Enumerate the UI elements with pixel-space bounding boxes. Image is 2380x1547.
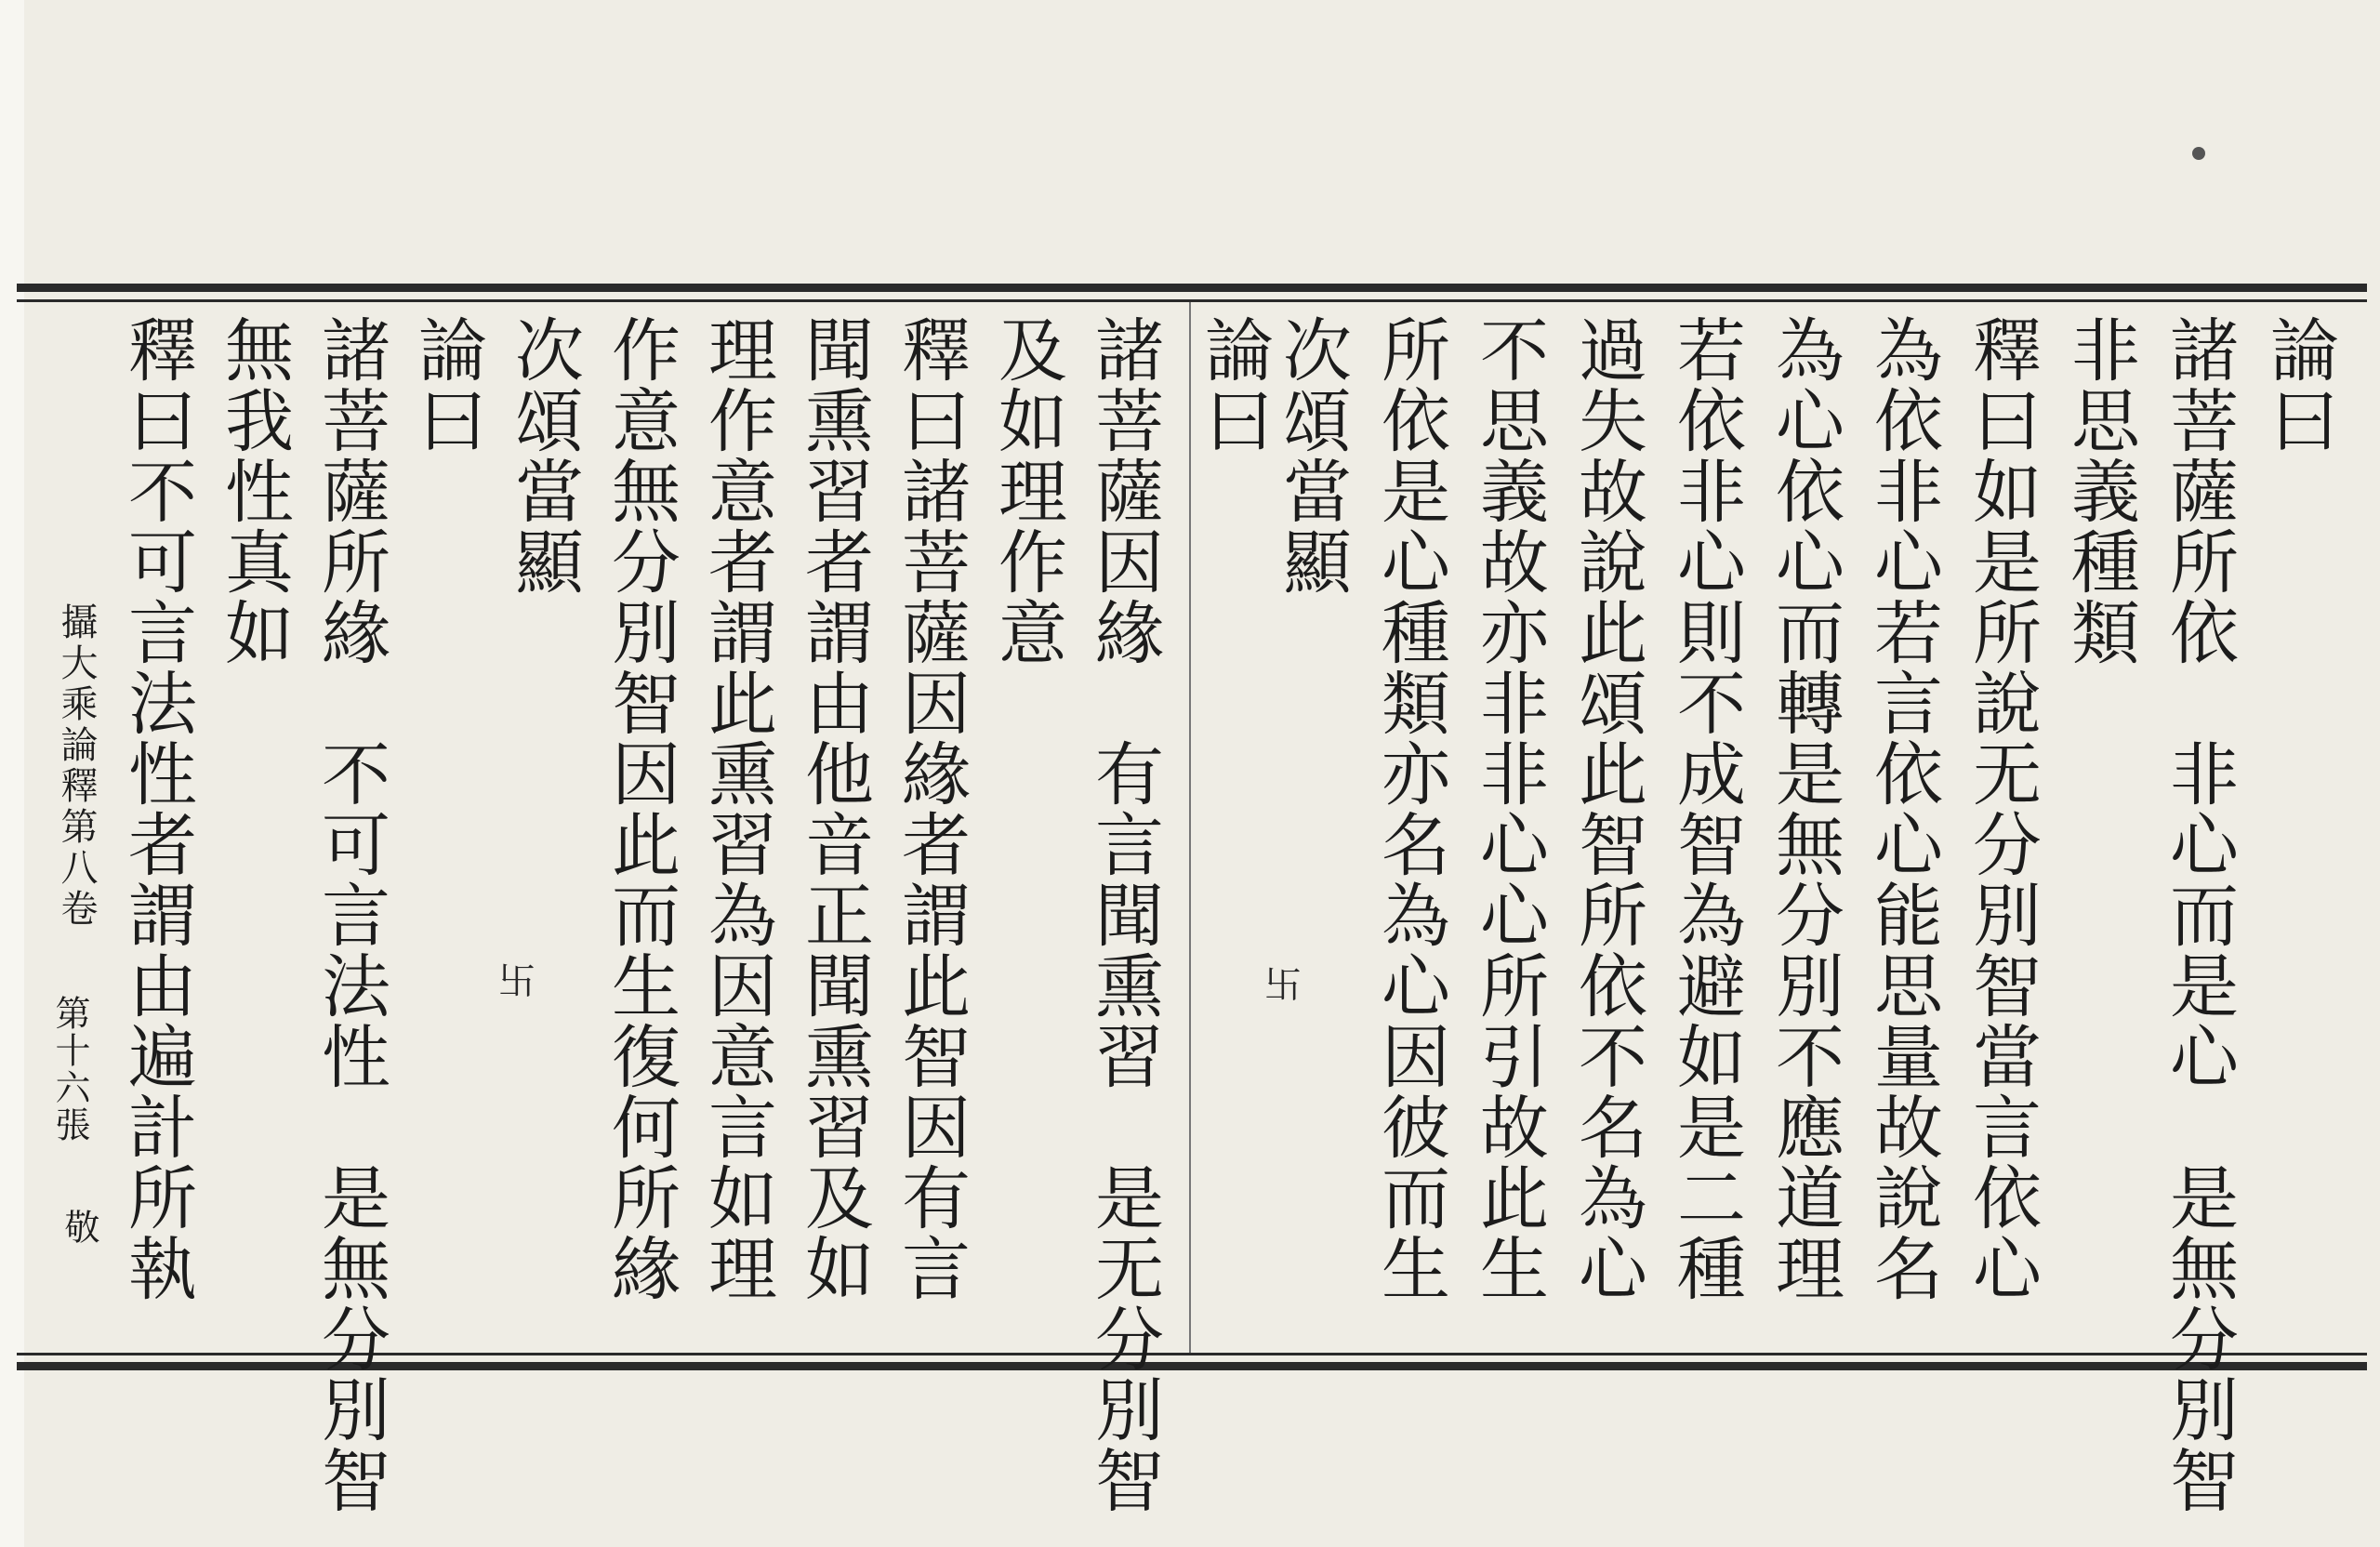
text-column-20: 論曰: [407, 314, 487, 456]
swastika-mark-left: 卐: [498, 960, 536, 1003]
text-column-15: 釋曰諸菩薩因緣者謂此智因有言: [891, 314, 971, 1303]
text-column-17: 理作意者謂此熏習為因意言如理: [697, 314, 777, 1303]
text-column-3: 非思義種類: [2060, 314, 2140, 668]
text-column-14: 及如理作意: [987, 314, 1067, 668]
text-column-6: 為心依心而轉是無分別不應道理: [1765, 314, 1844, 1303]
ink-spot: [2192, 147, 2205, 160]
text-column-18: 作意無分別智因此而生復何所緣: [601, 314, 681, 1303]
text-column-11: 次頌當顯: [1272, 314, 1352, 597]
text-column-12: 論曰: [1194, 314, 1274, 456]
volume-title: 攝大乘論釋第八卷: [55, 602, 98, 930]
text-column-7: 若依非心則不成智為避如是二種: [1666, 314, 1746, 1303]
text-column-22: 無我性真如: [214, 314, 294, 668]
text-column-2: 諸菩薩所依 非心而是心 是無分別智: [2159, 314, 2239, 1515]
leaf-number: 第十六張: [49, 995, 90, 1144]
text-column-10: 所依是心種類亦名為心因彼而生: [1370, 314, 1450, 1303]
text-column-23: 釋曰不可言法性者謂由遍計所執: [117, 314, 197, 1303]
text-column-19: 次頌當顯: [504, 314, 584, 597]
text-column-8: 過失故說此頌此智所依不名為心: [1567, 314, 1647, 1303]
text-column-1: 論曰: [2259, 314, 2339, 456]
text-column-5: 為依非心若言依心能思量故說名: [1863, 314, 1943, 1303]
carver-mark: 敬: [59, 1209, 99, 1246]
text-column-13: 諸菩薩因緣 有言聞熏習 是无分別智: [1084, 314, 1164, 1515]
swastika-mark-right: 卐: [1264, 964, 1302, 1007]
top-border-thick: [17, 284, 2367, 292]
text-column-4: 釋曰如是所說无分別智當言依心: [1962, 314, 2042, 1303]
center-fold-line: [1189, 302, 1191, 1353]
text-column-9: 不思義故亦非非心心所引故此生: [1469, 314, 1549, 1303]
text-column-16: 聞熏習者謂由他音正聞熏習及如: [794, 314, 874, 1303]
page-edge: [0, 0, 24, 1547]
top-border-thin: [17, 299, 2367, 302]
text-column-21: 諸菩薩所緣 不可言法性 是無分別智: [311, 314, 390, 1515]
